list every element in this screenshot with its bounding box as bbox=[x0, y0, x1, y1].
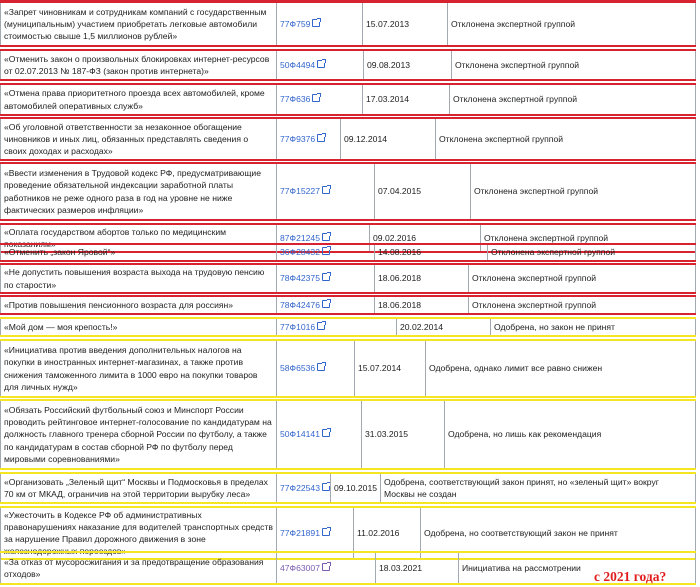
table-segment-9 bbox=[0, 295, 696, 315]
external-link-icon bbox=[322, 247, 330, 255]
initiative-date: 09.10.2015 bbox=[331, 473, 381, 503]
initiative-date: 11.02.2016 bbox=[354, 507, 421, 559]
handwritten-annotation: с 2021 года? bbox=[594, 569, 667, 584]
initiative-text: «Запрет чиновникам и сотрудникам компаний с государственным (муниципальным) участием приобретать легковые автомобили стоимостью свыше 1,5 миллионов рублей» bbox=[1, 2, 277, 46]
initiative-text: «Отмена права приоритетного проезда всех автомобилей, кроме автомобилей оперативных служб» bbox=[1, 84, 277, 115]
table-segment-12 bbox=[0, 399, 696, 470]
initiative-text: «Мой дом — моя крепость!» bbox=[1, 318, 277, 336]
initiative-link[interactable]: 50Ф14141 bbox=[280, 429, 330, 439]
table-row bbox=[1, 473, 696, 503]
initiative-link[interactable]: 77Ф759 bbox=[280, 19, 320, 29]
table-row bbox=[1, 50, 696, 80]
initiative-date: 09.02.2016 bbox=[370, 224, 481, 252]
initiative-result: Одобрена, но закон не принят bbox=[491, 318, 696, 336]
initiative-result: Отклонена экспертной группой bbox=[488, 244, 696, 261]
initiative-link[interactable]: 78Ф42375 bbox=[280, 273, 330, 283]
initiative-date: 09.08.2013 bbox=[364, 50, 452, 80]
table-row bbox=[1, 340, 696, 397]
initiative-date: 20.02.2014 bbox=[397, 318, 491, 336]
table-row bbox=[1, 163, 696, 220]
initiative-link[interactable]: 77Ф9376 bbox=[280, 134, 325, 144]
external-link-icon bbox=[322, 483, 330, 491]
initiative-link[interactable]: 77Ф15227 bbox=[280, 186, 330, 196]
external-link-icon bbox=[322, 429, 330, 437]
initiative-text: «Обязать Российский футбольный союз и Минспорт России проводить рейтинговое интернет-голосование по кандидатурам на должность главного тренера сборной России по футболу, а также по кандидатурам в состав сборной РФ по футболу перед мировыми соревнованиями» bbox=[1, 400, 277, 469]
initiative-text: «За отказ от мусоросжигания и за предотвращение образования отходов» bbox=[1, 552, 277, 584]
table-row bbox=[1, 296, 696, 314]
initiative-link[interactable]: 78Ф42476 bbox=[280, 300, 330, 310]
initiative-result: Отклонена экспертной группой bbox=[469, 264, 696, 293]
initiative-text: «Ввести изменения в Трудовой кодекс РФ, предусматривающие проведение обязательной индексации заработной платы работников не реже одного раза в год на уровне не ниже фактических размеров инфляции» bbox=[1, 163, 277, 220]
initiative-link[interactable]: 58Ф6536 bbox=[280, 363, 325, 373]
initiative-text: «Инициатива против введения дополнительных налогов на покупки в иностранных интернет-магазинах, а также против снижения таможенного лимита в 1000 евро на покупки товаров для личных нужд» bbox=[1, 340, 277, 397]
initiative-text: «Отменить „закон Яровой“» bbox=[1, 244, 277, 261]
external-link-icon bbox=[317, 60, 325, 68]
initiative-text: «Об уголовной ответственности за незаконное обогащение чиновников и иных лиц, обязанных представлять сведения о своих доходах и расходах» bbox=[1, 118, 277, 160]
initiative-result: Отклонена экспертной группой bbox=[448, 2, 696, 46]
external-link-icon bbox=[312, 94, 320, 102]
table-segment-7 bbox=[0, 243, 696, 262]
table-segment-4 bbox=[0, 117, 696, 161]
table-row bbox=[1, 84, 696, 115]
initiative-text: «Ужесточить в Кодексе РФ об административных правонарушениях наказание для водителей транспортных средств за нарушение Правил дорожного движения в зоне железнодорожных переездов» bbox=[1, 507, 277, 559]
table-row bbox=[1, 400, 696, 469]
initiative-result: Отклонена экспертной группой bbox=[469, 296, 696, 314]
table-segment-3 bbox=[0, 83, 696, 116]
table-row bbox=[1, 264, 696, 293]
initiative-text: «Отменить закон о произвольных блокировках интернет-ресурсов от 02.07.2013 № 187-ФЗ (закон против интернета)» bbox=[1, 50, 277, 80]
table-segment-15 bbox=[0, 551, 696, 585]
initiative-result: Отклонена экспертной группой bbox=[481, 224, 696, 252]
table-segment-1 bbox=[0, 0, 696, 47]
external-link-icon bbox=[322, 300, 330, 308]
external-link-icon bbox=[317, 322, 325, 330]
initiative-text: «Оплата государством абортов только по медицинским показаниям» bbox=[1, 224, 277, 252]
initiative-date: 18.06.2018 bbox=[375, 296, 469, 314]
initiative-text: «Против повышения пенсионного возраста для россиян» bbox=[1, 296, 277, 314]
initiative-link[interactable]: 77Ф1016 bbox=[280, 322, 325, 332]
initiative-date: 07.04.2015 bbox=[375, 163, 471, 220]
external-link-icon bbox=[322, 528, 330, 536]
initiative-result: Отклонена экспертной группой bbox=[452, 50, 696, 80]
initiative-result: Одобрена, но соответствующий закон не принят bbox=[421, 507, 696, 559]
table-row bbox=[1, 244, 696, 261]
table-row bbox=[1, 118, 696, 160]
initiative-date: 31.03.2015 bbox=[362, 400, 445, 469]
initiative-date: 18.06.2018 bbox=[375, 264, 469, 293]
external-link-icon bbox=[322, 563, 330, 571]
external-link-icon bbox=[322, 186, 330, 194]
initiative-link[interactable]: 77Ф636 bbox=[280, 94, 320, 104]
initiative-date: 14.08.2016 bbox=[375, 244, 488, 261]
initiative-link[interactable]: 47Ф63007 bbox=[280, 563, 330, 573]
initiative-result: Одобрена, но лишь как рекомендация bbox=[445, 400, 696, 469]
external-link-icon bbox=[322, 273, 330, 281]
initiative-date: 09.12.2014 bbox=[341, 118, 436, 160]
external-link-icon bbox=[317, 363, 325, 371]
initiative-result: Отклонена экспертной группой bbox=[471, 163, 696, 220]
table-row bbox=[1, 552, 696, 584]
table-segment-5 bbox=[0, 162, 696, 221]
initiative-result: Одобрена, однако лимит все равно снижен bbox=[426, 340, 696, 397]
initiative-link[interactable]: 50Ф4494 bbox=[280, 60, 325, 70]
initiative-link[interactable]: 77Ф22543 bbox=[280, 483, 330, 493]
initiative-result: Отклонена экспертной группой bbox=[450, 84, 696, 115]
initiative-date: 18.03.2021 bbox=[376, 552, 459, 584]
table-row bbox=[1, 318, 696, 336]
table-row bbox=[1, 2, 696, 46]
table-segment-2 bbox=[0, 49, 696, 81]
table-segment-11 bbox=[0, 339, 696, 398]
external-link-icon bbox=[312, 19, 320, 27]
initiative-result: Отклонена экспертной группой bbox=[436, 118, 696, 160]
table-segment-10 bbox=[0, 317, 696, 337]
initiative-result: Одобрена, соответствующий закон принят, но «зеленый щит» вокруг Москвы не создан bbox=[381, 473, 696, 503]
initiative-date: 15.07.2014 bbox=[355, 340, 426, 397]
initiative-link[interactable]: 87Ф21245 bbox=[280, 233, 330, 243]
external-link-icon bbox=[317, 134, 325, 142]
initiative-link[interactable]: 77Ф21891 bbox=[280, 528, 330, 538]
initiative-date: 15.07.2013 bbox=[363, 2, 448, 46]
external-link-icon bbox=[322, 233, 330, 241]
initiative-result: Инициатива на рассмотрении bbox=[459, 552, 696, 584]
table-segment-13 bbox=[0, 472, 696, 504]
initiative-text: «Организовать „Зеленый щит“ Москвы и Подмосковья в пределах 70 км от МКАД, ограничив на этой территории вырубку леса» bbox=[1, 473, 277, 503]
table-segment-8 bbox=[0, 263, 696, 294]
initiative-link[interactable]: 36Ф28432 bbox=[280, 247, 330, 257]
initiative-date: 17.03.2014 bbox=[363, 84, 450, 115]
initiative-text: «Не допустить повышения возраста выхода на трудовую пенсию по старости» bbox=[1, 264, 277, 293]
